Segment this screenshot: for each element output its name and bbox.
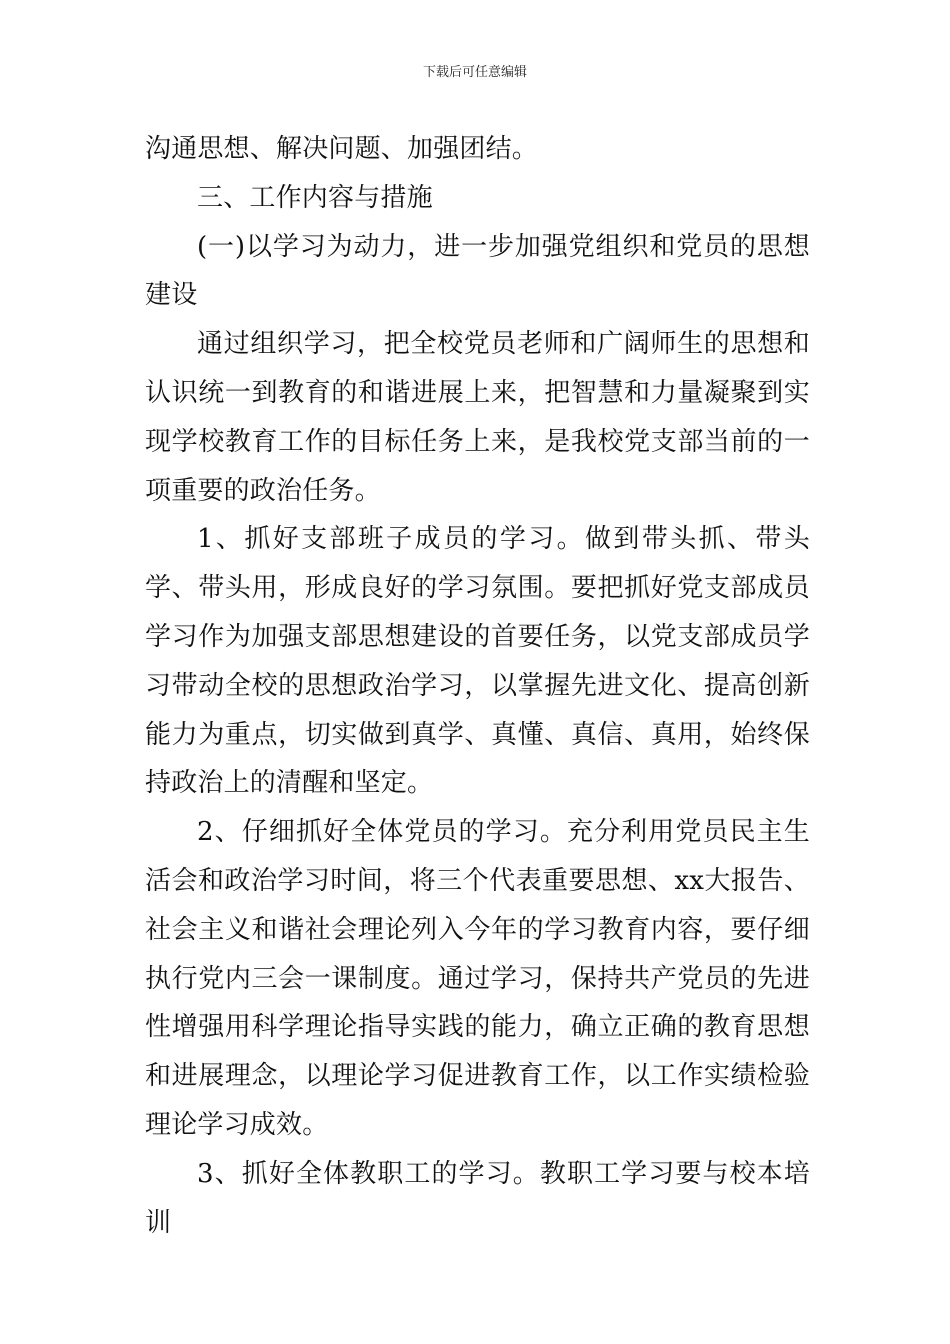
subsection-heading: (一)以学习为动力，进一步加强党组织和党员的思想建设 — [145, 231, 810, 311]
section-heading: 三、工作内容与措施 — [197, 182, 433, 213]
page-header-note: 下载后可任意编辑 — [422, 65, 527, 80]
paragraph-item-1: 1、抓好支部班子成员的学习。做到带头抓、带头学、带头用，形成良好的学习氛围。要把抓好党支部成员学习作为加强支部思想建设的首要任务，以党支部成员学习带动全校的思想政治学习，以掌握先进文化、提高创新能力为重点，切实做到真学、真懂、真信、真用，始终保持政治上的清醒和坚定。 — [145, 524, 810, 799]
document-body — [145, 125, 810, 1247]
paragraph-item-2: 2、仔细抓好全体党员的学习。充分利用党员民主生活会和政治学习时间，将三个代表重要思想、xx大报告、社会主义和谐社会理论列入今年的学习教育内容，要仔细执行党内三会一课制度。通过学习，保持共产党员的先进性增强用科学理论指导实践的能力，确立正确的教育思想和进展理念，以理论学习促进教育工作，以工作实绩检验理论学习成效。 — [145, 817, 810, 1140]
paragraph-item-3: 3、抓好全体教职工的学习。教职工学习要与校本培训 — [145, 1158, 810, 1238]
paragraph-intro: 通过组织学习，把全校党员老师和广阔师生的思想和认识统一到教育的和谐进展上来，把智慧和力量凝聚到实现学校教育工作的目标任务上来，是我校党支部当前的一项重要的政治任务。 — [145, 329, 810, 506]
paragraph-continuation: 沟通思想、解决问题、加强团结。 — [145, 134, 539, 164]
